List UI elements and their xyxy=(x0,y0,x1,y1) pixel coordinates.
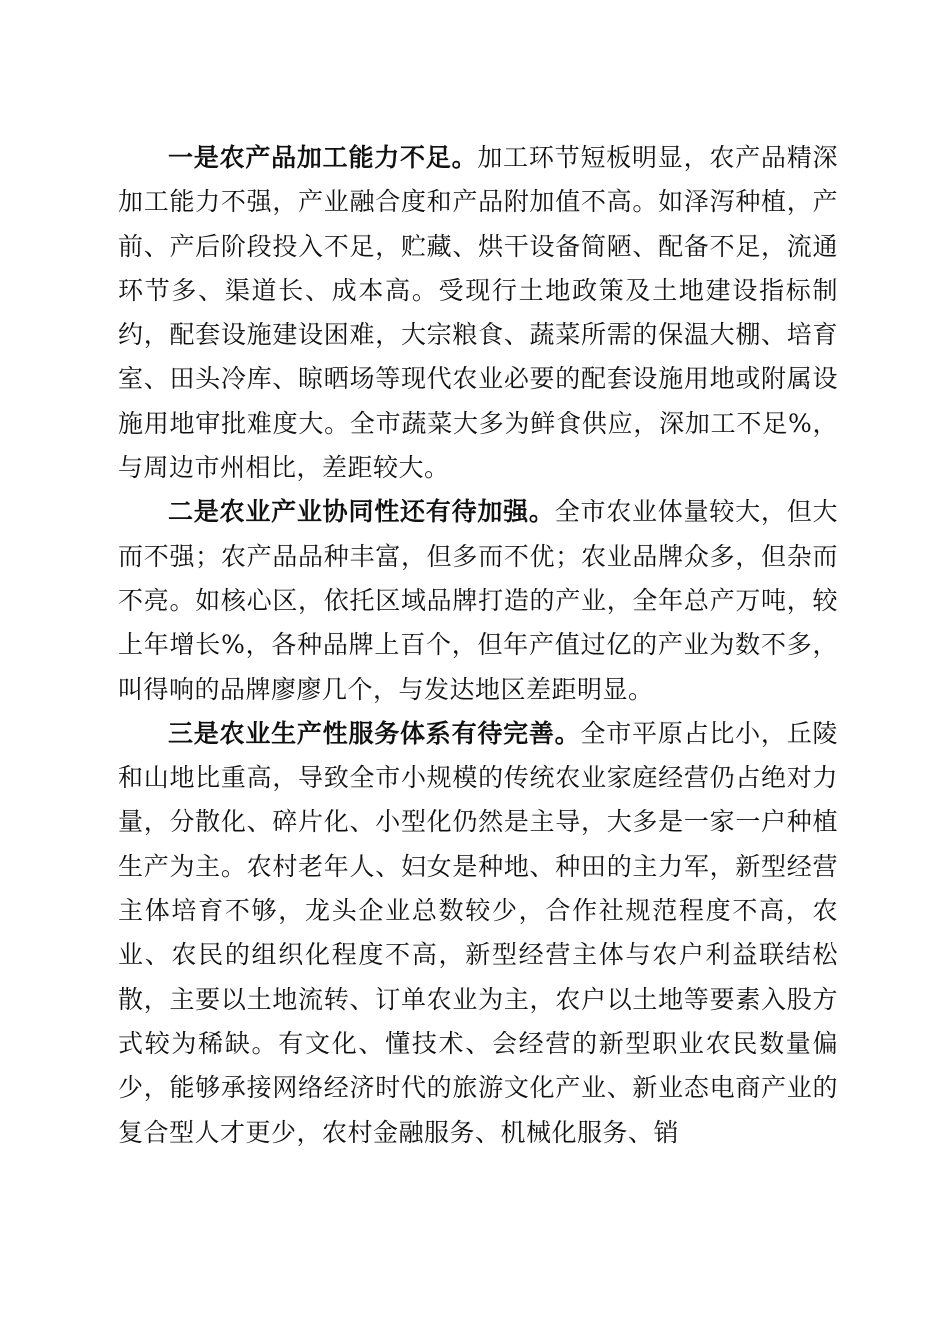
paragraph-text: 全市平原占比小，丘陵和山地比重高，导致全市小规模的传统农业家庭经营仍占绝对力量，分散化、碎片化、小型化仍然是主导，大多是一家一户种植生产为主。农村老年人、妇女是种地、种田的主力军，新型经营主体培育不够，龙头企业总数较少，合作社规范程度不高，农业、农民的组织化程度不高，新型经营主体与农户利益联结松散，主要以土地流转、订单农业为主，农户以土地等要素入股方式较为稀缺。有文化、懂技术、会经营的新型职业农民数量偏少，能够承接网络经济时代的旅游文化产业、新业态电商产业的复合型人才更少，农村金融服务、机械化服务、销 xyxy=(118,718,838,1147)
paragraph-industry-coordination xyxy=(118,490,838,711)
paragraph-lead: 二是农业产业协同性还有待加强。 xyxy=(168,497,555,527)
paragraph-processing-capacity xyxy=(118,136,838,490)
paragraph-lead: 三是农业生产性服务体系有待完善。 xyxy=(168,718,581,748)
paragraph-service-system xyxy=(118,712,838,1155)
paragraph-text: 加工环节短板明显，农产品精深加工能力不强，产业融合度和产品附加值不高。如泽泻种植，产前、产后阶段投入不足，贮藏、烘干设备简陋、配备不足，流通环节多、渠道长、成本高。受现行土地政策及土地建设指标制约，配套设施建设困难，大宗粮食、蔬菜所需的保温大棚、培育室、田头冷库、晾晒场等现代农业必要的配套设施用地或附属设施用地审批难度大。全市蔬菜大多为鲜食供应，深加工不足%，与周边市州相比，差距较大。 xyxy=(118,143,838,483)
paragraph-lead: 一是农产品加工能力不足。 xyxy=(168,143,478,172)
paragraph-text: 全市农业体量较大，但大而不强；农产品品种丰富，但多而不优；农业品牌众多，但杂而不亮。如核心区，依托区域品牌打造的产业，全年总产万吨，较上年增长%，各种品牌上百个，但年产值过亿的产业为数不多，叫得响的品牌廖廖几个，与发达地区差距明显。 xyxy=(118,497,838,704)
document-body xyxy=(118,136,838,1155)
